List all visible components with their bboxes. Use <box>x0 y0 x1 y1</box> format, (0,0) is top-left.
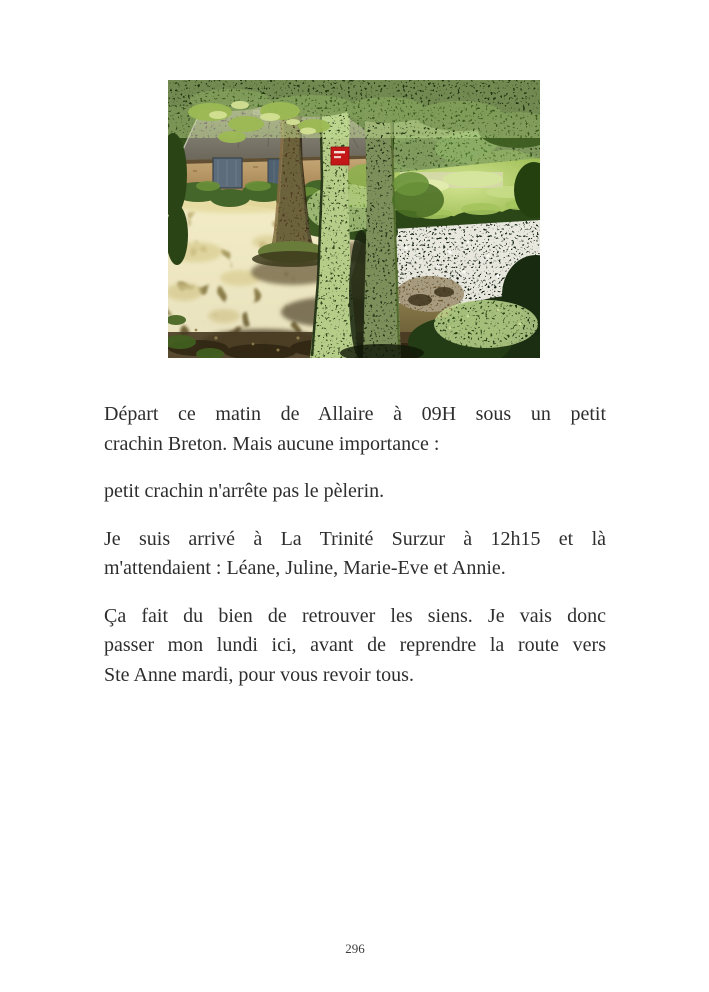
paragraph-3-line-1: Je suis arrivé à La Trinité Surzur à 12h15 et là <box>104 527 606 550</box>
countryside-photo-svg <box>168 80 540 358</box>
paragraph-3-line-2: m'attendaient : Léane, Juline, Marie-Eve et Annie. <box>104 557 506 579</box>
paragraph-1 <box>104 400 606 459</box>
page-number: 296 <box>345 941 365 956</box>
paragraph-3 <box>104 525 606 584</box>
paragraph-1-line-2: crachin Breton. Mais aucune importance : <box>104 432 440 455</box>
paragraph-2-line-1: petit crachin n'arrête pas le pèlerin. <box>104 480 385 502</box>
paragraph-4-line-1: Ça fait du bien de retrouver les siens. Je vais donc <box>104 604 606 627</box>
paragraph-4 <box>104 602 606 691</box>
paragraph-2 <box>104 477 606 507</box>
countryside-photo <box>168 80 540 358</box>
paragraph-4-line-3: Ste Anne mardi, pour vous revoir tous. <box>104 663 414 686</box>
paragraph-4-line-2: passer mon lundi ici, avant de reprendre la route vers <box>104 634 606 656</box>
paragraph-1-line-1: Départ ce matin de Allaire à 09H sous un petit <box>104 403 606 425</box>
red-sign <box>331 147 349 165</box>
body-text <box>104 400 606 690</box>
